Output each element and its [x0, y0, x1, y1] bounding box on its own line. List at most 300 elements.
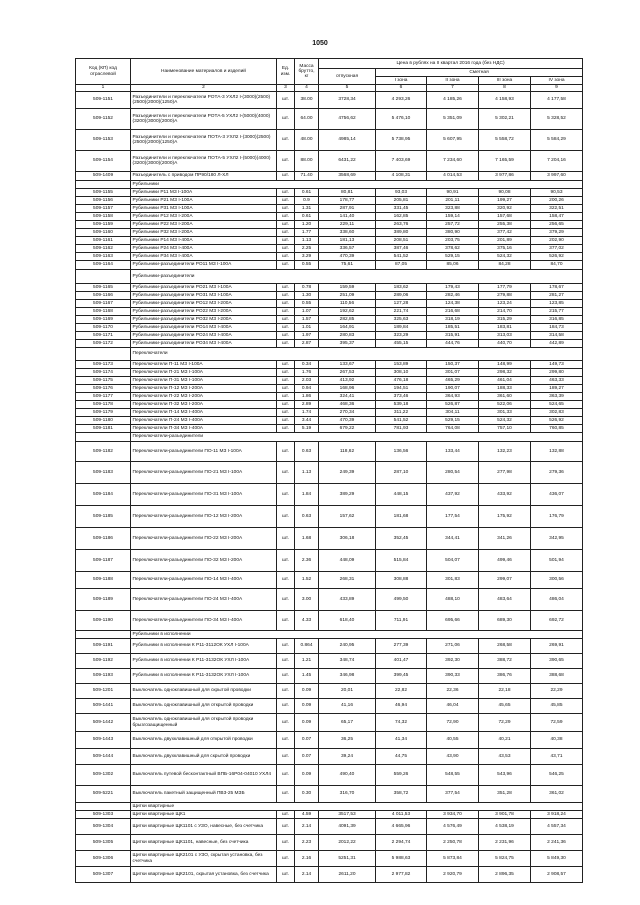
- price-wholesale: 389,29: [319, 484, 376, 506]
- price-zone2: 548,55: [427, 765, 479, 786]
- section-row: [76, 270, 583, 284]
- header-zone1: I зона: [376, 77, 427, 85]
- price-wholesale: 159,59: [319, 284, 376, 292]
- price-wholesale: 268,31: [319, 572, 376, 589]
- item-code: 509-1151: [76, 92, 131, 109]
- price-zone3: 440,70: [479, 340, 531, 348]
- item-name: Щитки квартирные ЩК2101, скрытая установка, без счетчика: [131, 867, 277, 883]
- price-zone2: 2 920,79: [427, 867, 479, 883]
- item-code: 509-1175: [76, 377, 131, 385]
- col-number: 2: [131, 85, 277, 92]
- item-unit: шт.: [277, 732, 295, 749]
- price-wholesale: 181,13: [319, 237, 376, 245]
- table-row: [76, 229, 583, 237]
- section-row: [76, 631, 583, 639]
- price-zone1: 7 403,69: [376, 151, 427, 172]
- price-zone1: 4 011,53: [376, 811, 427, 819]
- price-zone3: 5 302,21: [479, 109, 531, 130]
- table-row: [76, 442, 583, 462]
- item-mass: 1.13: [295, 237, 319, 245]
- header-zone4: IV зона: [531, 77, 583, 85]
- table-row: [76, 261, 583, 270]
- item-name: Рубильники Р34 МЗ I-400А: [131, 253, 277, 261]
- price-zone1: 358,72: [376, 786, 427, 803]
- price-zone3: 148,99: [479, 361, 531, 369]
- item-mass: 1.77: [295, 229, 319, 237]
- table-row: [76, 749, 583, 765]
- price-wholesale: 448,09: [319, 550, 376, 572]
- price-zone2: 257,72: [427, 221, 479, 229]
- price-zone1: 499,50: [376, 589, 427, 611]
- item-unit: шт.: [277, 811, 295, 819]
- item-mass: 4.33: [295, 611, 319, 631]
- item-code: 509-1178: [76, 401, 131, 409]
- table-row: [76, 835, 583, 851]
- item-code: 509-1168: [76, 308, 131, 316]
- price-zone2: 159,14: [427, 213, 479, 221]
- price-zone4: 200,26: [531, 197, 583, 205]
- item-code: 509-1166: [76, 292, 131, 300]
- price-zone4: 176,79: [531, 506, 583, 528]
- table-row: [76, 611, 583, 631]
- item-mass: 1.21: [295, 654, 319, 669]
- item-name: Рубильники-разъединители РО22 МЗ I-200А: [131, 308, 277, 316]
- price-zone2: 5 351,09: [427, 109, 479, 130]
- item-unit: шт.: [277, 528, 295, 550]
- price-zone3: 5 824,75: [479, 851, 531, 867]
- item-unit: шт.: [277, 867, 295, 883]
- item-unit: шт.: [277, 340, 295, 348]
- price-zone4: 4 177,58: [531, 92, 583, 109]
- table-row: [76, 300, 583, 308]
- price-zone2: 3 934,70: [427, 811, 479, 819]
- item-name: Переключатели-разъединители ПО-14 МЗ I-400А: [131, 572, 277, 589]
- header-price-group: Цена в рублях на II квартал 2016 года (без НДС): [319, 59, 583, 69]
- price-wholesale: 4756,62: [319, 109, 376, 130]
- item-mass: 1.52: [295, 572, 319, 589]
- item-code: 509-1201: [76, 684, 131, 699]
- section-row: [76, 803, 583, 811]
- item-code: 509-1304: [76, 819, 131, 835]
- price-zone1: 308,88: [376, 572, 427, 589]
- price-zone1: 5 988,63: [376, 851, 427, 867]
- price-zone1: 46,94: [376, 699, 427, 714]
- table-row: [76, 811, 583, 819]
- table-row: [76, 213, 583, 221]
- price-zone2: 282,46: [427, 292, 479, 300]
- price-zone3: 5 558,72: [479, 130, 531, 151]
- price-zone4: 377,02: [531, 245, 583, 253]
- price-zone2: 5 873,84: [427, 851, 479, 867]
- table-row: [76, 393, 583, 401]
- item-name: Рубильники Р31 МЗ I-100А: [131, 205, 277, 213]
- item-code: 509-1182: [76, 442, 131, 462]
- item-mass: 2.87: [295, 340, 319, 348]
- price-zone1: 162,85: [376, 213, 427, 221]
- table-row: [76, 484, 583, 506]
- price-zone3: 341,26: [479, 528, 531, 550]
- item-name: Разъединитель с приводом ПР90/180 Л-ХЛ: [131, 172, 277, 181]
- item-code: 509-1167: [76, 300, 131, 308]
- item-name: Переключатели-разъединители ПО-11 МЗ I-100А: [131, 442, 277, 462]
- price-zone2: 2 250,78: [427, 835, 479, 851]
- price-zone4: 316,85: [531, 316, 583, 324]
- price-wholesale: 470,39: [319, 417, 376, 425]
- price-wholesale: 336,57: [319, 245, 376, 253]
- price-zone2: 4 014,53: [427, 172, 479, 181]
- item-mass: 1.86: [295, 393, 319, 401]
- item-name: Рубильники Р14 МЗ I-400А: [131, 237, 277, 245]
- item-code: 509-1181: [76, 425, 131, 433]
- price-zone3: 524,32: [479, 253, 531, 261]
- item-code: 509-1170: [76, 324, 131, 332]
- item-mass: 1.84: [295, 484, 319, 506]
- price-zone3: 689,30: [479, 611, 531, 631]
- price-zone2: 133,44: [427, 442, 479, 462]
- price-wholesale: 2611,20: [319, 867, 376, 883]
- item-unit: шт.: [277, 284, 295, 292]
- price-wholesale: 3517,53: [319, 811, 376, 819]
- col-number: 5: [319, 85, 376, 92]
- table-row: [76, 308, 583, 316]
- price-zone4: 5 849,30: [531, 851, 583, 867]
- item-unit: шт.: [277, 324, 295, 332]
- table-row: [76, 572, 583, 589]
- item-unit: шт.: [277, 245, 295, 253]
- price-zone4: 546,25: [531, 765, 583, 786]
- item-unit: шт.: [277, 172, 295, 181]
- price-zone3: 22,18: [479, 684, 531, 699]
- price-zone2: 90,91: [427, 189, 479, 197]
- price-zone3: 45,65: [479, 699, 531, 714]
- price-zone1: 263,76: [376, 221, 427, 229]
- item-mass: 0.61: [295, 189, 319, 197]
- item-unit: шт.: [277, 589, 295, 611]
- table-row: [76, 284, 583, 292]
- table-row: [76, 732, 583, 749]
- item-name: Разъединители и переключатели РОТА-3 УХЛ2 I-(3000)(2500)(2500)(2000)(1250)А: [131, 92, 277, 109]
- table-row: [76, 324, 583, 332]
- price-zone2: 529,15: [427, 253, 479, 261]
- price-zone4: 189,27: [531, 385, 583, 393]
- item-code: 509-1164: [76, 261, 131, 270]
- col-number: 9: [531, 85, 583, 92]
- section-code-cell: [76, 803, 131, 811]
- item-mass: 1.68: [295, 528, 319, 550]
- price-wholesale: 39,24: [319, 749, 376, 765]
- price-zone4: 3 918,24: [531, 811, 583, 819]
- price-wholesale: 118,62: [319, 442, 376, 462]
- price-wholesale: 4985,14: [319, 130, 376, 151]
- price-zone1: 389,80: [376, 229, 427, 237]
- col-number: 4: [295, 85, 319, 92]
- item-unit: шт.: [277, 442, 295, 462]
- item-mass: 2.89: [295, 401, 319, 409]
- table-row: [76, 506, 583, 528]
- item-code: 509-1306: [76, 851, 131, 867]
- item-code: 509-1156: [76, 197, 131, 205]
- price-zone2: 216,68: [427, 308, 479, 316]
- price-zone2: 201,11: [427, 197, 479, 205]
- item-unit: шт.: [277, 425, 295, 433]
- price-zone1: 2 294,74: [376, 835, 427, 851]
- price-zone4: 363,39: [531, 393, 583, 401]
- price-wholesale: 306,18: [319, 528, 376, 550]
- price-wholesale: 287,91: [319, 205, 376, 213]
- table-row: [76, 684, 583, 699]
- item-mass: 2.14: [295, 819, 319, 835]
- item-code: 509-1152: [76, 109, 131, 130]
- price-zone2: 203,75: [427, 237, 479, 245]
- price-zone4: 2 908,57: [531, 867, 583, 883]
- price-zone2: 40,55: [427, 732, 479, 749]
- item-unit: шт.: [277, 786, 295, 803]
- item-unit: шт.: [277, 221, 295, 229]
- price-wholesale: 80,81: [319, 189, 376, 197]
- price-zone4: 388,68: [531, 669, 583, 684]
- section-code-cell: [76, 181, 131, 189]
- item-mass: 48.00: [295, 130, 319, 151]
- price-wholesale: 75,61: [319, 261, 376, 270]
- header-code: Код (КП) код отраслевой: [76, 59, 131, 85]
- item-mass: 3.00: [295, 589, 319, 611]
- price-zone4: 215,77: [531, 308, 583, 316]
- price-zone2: 22,36: [427, 684, 479, 699]
- item-name: Рубильники Р21 МЗ I-100А: [131, 197, 277, 205]
- price-zone4: 322,51: [531, 205, 583, 213]
- table-row: [76, 639, 583, 654]
- price-zone4: 279,36: [531, 462, 583, 484]
- section-code-cell: [76, 270, 131, 284]
- price-zone3: 757,10: [479, 425, 531, 433]
- price-zone4: 84,70: [531, 261, 583, 270]
- price-zone2: 177,54: [427, 506, 479, 528]
- item-code: 509-1444: [76, 749, 131, 765]
- item-unit: шт.: [277, 417, 295, 425]
- price-zone2: 280,54: [427, 462, 479, 484]
- item-code: 509-1154: [76, 151, 131, 172]
- price-zone3: 388,72: [479, 654, 531, 669]
- item-code: 509-1169: [76, 316, 131, 324]
- price-table: [75, 58, 583, 883]
- price-zone1: 476,18: [376, 377, 427, 385]
- item-name: Переключатели П-22 МЗ I-200А: [131, 393, 277, 401]
- price-wholesale: 618,40: [319, 611, 376, 631]
- item-unit: шт.: [277, 572, 295, 589]
- price-zone3: 351,28: [479, 786, 531, 803]
- col-number: 3: [277, 85, 295, 92]
- item-unit: шт.: [277, 205, 295, 213]
- item-unit: шт.: [277, 229, 295, 237]
- section-title: Рубильники-разъединители: [131, 270, 583, 284]
- table-row: [76, 417, 583, 425]
- price-zone2: 5 607,95: [427, 130, 479, 151]
- price-zone2: 465,29: [427, 377, 479, 385]
- price-zone4: 178,67: [531, 284, 583, 292]
- price-zone4: 501,94: [531, 550, 583, 572]
- item-unit: шт.: [277, 851, 295, 867]
- item-name: Переключатели-разъединители ПО-24 МЗ I-400А: [131, 589, 277, 611]
- price-zone2: 185,51: [427, 324, 479, 332]
- price-zone1: 515,84: [376, 550, 427, 572]
- price-zone3: 90,08: [479, 189, 531, 197]
- price-wholesale: 249,39: [319, 462, 376, 484]
- price-wholesale: 324,41: [319, 393, 376, 401]
- price-zone1: 455,15: [376, 340, 427, 348]
- item-name: Рубильники Р32 МЗ I-200А: [131, 229, 277, 237]
- table-row: [76, 340, 583, 348]
- item-code: 509-1155: [76, 189, 131, 197]
- price-zone2: 504,07: [427, 550, 479, 572]
- table-row: [76, 425, 583, 433]
- price-zone3: 201,89: [479, 237, 531, 245]
- table-row: [76, 221, 583, 229]
- price-zone4: 5 584,29: [531, 130, 583, 151]
- item-code: 509-1307: [76, 867, 131, 883]
- item-unit: шт.: [277, 361, 295, 369]
- item-code: 509-1302: [76, 765, 131, 786]
- table-row: [76, 409, 583, 417]
- table-row: [76, 109, 583, 130]
- item-name: Рубильники-разъединители РО24 МЗ I-400А: [131, 332, 277, 340]
- item-mass: 2.14: [295, 867, 319, 883]
- item-code: 509-1192: [76, 654, 131, 669]
- column-number-row: [76, 85, 583, 92]
- table-row: [76, 765, 583, 786]
- item-name: Рубильники в исполнении К Р11-3132ОК УХЛ I-100А: [131, 654, 277, 669]
- item-code: 509-1159: [76, 221, 131, 229]
- item-name: Разъединители и переключатели ПОТА-3 УХЛ2 I-(3000)(2500)(2500)(2000)(1250)А: [131, 130, 277, 151]
- price-zone3: 7 165,59: [479, 151, 531, 172]
- item-code: 509-1185: [76, 506, 131, 528]
- price-zone1: 331,45: [376, 205, 427, 213]
- price-zone3: 375,16: [479, 245, 531, 253]
- item-unit: шт.: [277, 253, 295, 261]
- price-wholesale: 3568,69: [319, 172, 376, 181]
- price-zone3: 123,24: [479, 300, 531, 308]
- price-wholesale: 2012,22: [319, 835, 376, 851]
- item-unit: шт.: [277, 292, 295, 300]
- item-unit: шт.: [277, 92, 295, 109]
- price-zone1: 4 665,96: [376, 819, 427, 835]
- price-wholesale: 490,40: [319, 765, 376, 786]
- price-zone2: 190,07: [427, 385, 479, 393]
- price-zone3: 320,92: [479, 205, 531, 213]
- item-mass: 0.63: [295, 442, 319, 462]
- table-row: [76, 92, 583, 109]
- item-name: Рубильники-разъединители РО14 МЗ I-400А: [131, 324, 277, 332]
- price-zone4: 760,85: [531, 425, 583, 433]
- price-zone1: 323,29: [376, 332, 427, 340]
- header-name: Наименование материалов и изделий: [131, 59, 277, 85]
- price-wholesale: 270,34: [319, 409, 376, 417]
- price-wholesale: 229,11: [319, 221, 376, 229]
- item-unit: шт.: [277, 109, 295, 130]
- item-unit: шт.: [277, 714, 295, 732]
- item-code: 509-1160: [76, 229, 131, 237]
- table-row: [76, 369, 583, 377]
- item-mass: 0.09: [295, 714, 319, 732]
- price-zone2: 72,90: [427, 714, 479, 732]
- price-zone1: 5 476,10: [376, 109, 427, 130]
- price-zone1: 44,75: [376, 749, 427, 765]
- item-code: 509-1188: [76, 572, 131, 589]
- price-wholesale: 267,53: [319, 369, 376, 377]
- price-zone1: 311,22: [376, 409, 427, 417]
- price-zone4: 442,89: [531, 340, 583, 348]
- price-zone3: 279,88: [479, 292, 531, 300]
- price-zone3: 298,32: [479, 369, 531, 377]
- col-number: 7: [427, 85, 479, 92]
- item-code: 509-1174: [76, 369, 131, 377]
- price-wholesale: 240,95: [319, 639, 376, 654]
- item-code: 509-1177: [76, 393, 131, 401]
- item-name: Переключатели П-11 МЗ I-100А: [131, 361, 277, 369]
- price-zone4: 132,88: [531, 442, 583, 462]
- price-zone1: 289,06: [376, 292, 427, 300]
- price-zone2: 315,91: [427, 332, 479, 340]
- page-number: 1050: [312, 40, 328, 47]
- item-name: Переключатели-разъединители ПО-32 МЗ I-200А: [131, 550, 277, 572]
- item-mass: 71.40: [295, 172, 319, 181]
- price-zone2: 377,54: [427, 786, 479, 803]
- price-zone3: 315,29: [479, 316, 531, 324]
- item-name: Выключатель одноклавишный для скрытой проводки: [131, 684, 277, 699]
- price-zone2: 344,41: [427, 528, 479, 550]
- price-zone1: 352,45: [376, 528, 427, 550]
- item-unit: шт.: [277, 506, 295, 528]
- price-zone3: 40,21: [479, 732, 531, 749]
- price-wholesale: 192,62: [319, 308, 376, 316]
- price-wholesale: 395,37: [319, 340, 376, 348]
- price-zone4: 2 241,36: [531, 835, 583, 851]
- price-zone1: 541,52: [376, 253, 427, 261]
- price-zone4: 256,65: [531, 221, 583, 229]
- price-wholesale: 41,16: [319, 699, 376, 714]
- section-code-cell: [76, 433, 131, 442]
- item-name: Выключатель одноклавишный для открытой проводки брызгозащищенный: [131, 714, 277, 732]
- item-code: 509-1409: [76, 172, 131, 181]
- item-name: Переключатели П-32 МЗ I-200А: [131, 401, 277, 409]
- price-zone2: 695,66: [427, 611, 479, 631]
- section-row: [76, 348, 583, 361]
- price-zone2: 4 185,26: [427, 92, 479, 109]
- price-zone2: 318,19: [427, 316, 479, 324]
- table-row: [76, 819, 583, 835]
- item-mass: 0.63: [295, 506, 319, 528]
- header-zone2: II зона: [427, 77, 479, 85]
- price-zone2: 526,87: [427, 401, 479, 409]
- table-body: [76, 92, 583, 883]
- price-zone1: 87,05: [376, 261, 427, 270]
- item-unit: шт.: [277, 669, 295, 684]
- price-zone4: 184,73: [531, 324, 583, 332]
- item-name: Переключатели-разъединители ПО-31 МЗ I-100А: [131, 484, 277, 506]
- price-wholesale: 157,62: [319, 506, 376, 528]
- item-mass: 0.864: [295, 639, 319, 654]
- item-unit: шт.: [277, 639, 295, 654]
- table-row: [76, 654, 583, 669]
- item-mass: 0.09: [295, 699, 319, 714]
- price-wholesale: 468,36: [319, 401, 376, 409]
- table-row: [76, 714, 583, 732]
- item-unit: шт.: [277, 237, 295, 245]
- item-mass: 2.16: [295, 851, 319, 867]
- col-number: 8: [479, 85, 531, 92]
- table-row: [76, 462, 583, 484]
- item-name: Рубильники-разъединители РО31 МЗ I-100А: [131, 292, 277, 300]
- item-name: Переключатели П-34 МЗ I-400А: [131, 425, 277, 433]
